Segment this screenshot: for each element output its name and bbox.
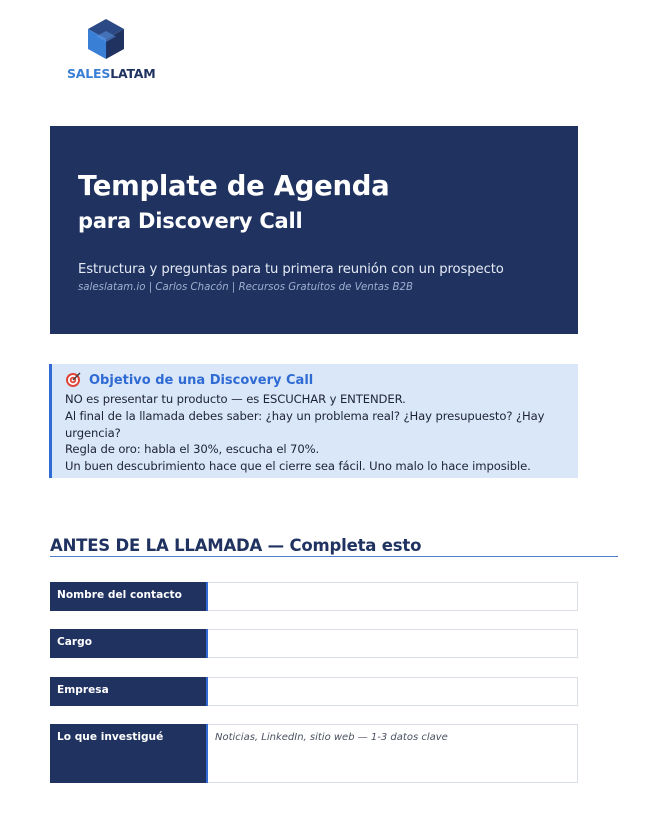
field-label: Nombre del contacto <box>50 582 208 611</box>
target-icon <box>65 372 81 388</box>
form-row-company <box>50 677 578 706</box>
form-row-research <box>50 724 578 783</box>
cube-logo-icon <box>86 18 126 60</box>
page-description: Estructura y preguntas para tu primera reunión con un prospecto <box>78 262 504 277</box>
research-notes-field[interactable]: Noticias, LinkedIn, sitio web — 1-3 datos clave <box>208 724 578 783</box>
form-row-contact-name <box>50 582 578 611</box>
field-label: Lo que investigué <box>50 724 208 783</box>
objective-line: NO es presentar tu producto — es ESCUCHAR y ENTENDER. <box>65 392 406 406</box>
objective-heading <box>65 372 313 388</box>
brand-logo <box>64 18 160 84</box>
contact-name-field[interactable] <box>208 582 578 611</box>
objective-line: Regla de oro: habla el 30%, escucha el 70%. <box>65 442 320 457</box>
objective-line: Un buen descubrimiento hace que el cierre sea fácil. Uno malo lo hace imposible. <box>65 459 531 474</box>
objective-title: Objetivo de una Discovery Call <box>89 372 314 388</box>
page-subtitle: para Discovery Call <box>78 209 303 233</box>
page-meta: saleslatam.io | Carlos Chacón | Recursos Gratuitos de Ventas B2B <box>78 282 413 293</box>
company-field[interactable] <box>208 677 578 706</box>
page-title: Template de Agenda <box>78 170 390 202</box>
hero-banner <box>50 126 578 334</box>
objective-callout <box>49 364 578 478</box>
section-heading: ANTES DE LA LLAMADA — Completa esto <box>50 536 422 555</box>
form-row-role <box>50 629 578 658</box>
role-field[interactable] <box>208 629 578 658</box>
field-label: Empresa <box>50 677 208 706</box>
objective-line: Al final de la llamada debes saber: ¿hay un problema real? ¿Hay presupuesto? ¿Hay urgencia? <box>65 408 545 440</box>
field-label: Cargo <box>50 629 208 658</box>
objective-text <box>65 391 570 475</box>
brand-wordmark: SALESLATAM <box>67 66 156 81</box>
section-divider <box>50 556 618 557</box>
